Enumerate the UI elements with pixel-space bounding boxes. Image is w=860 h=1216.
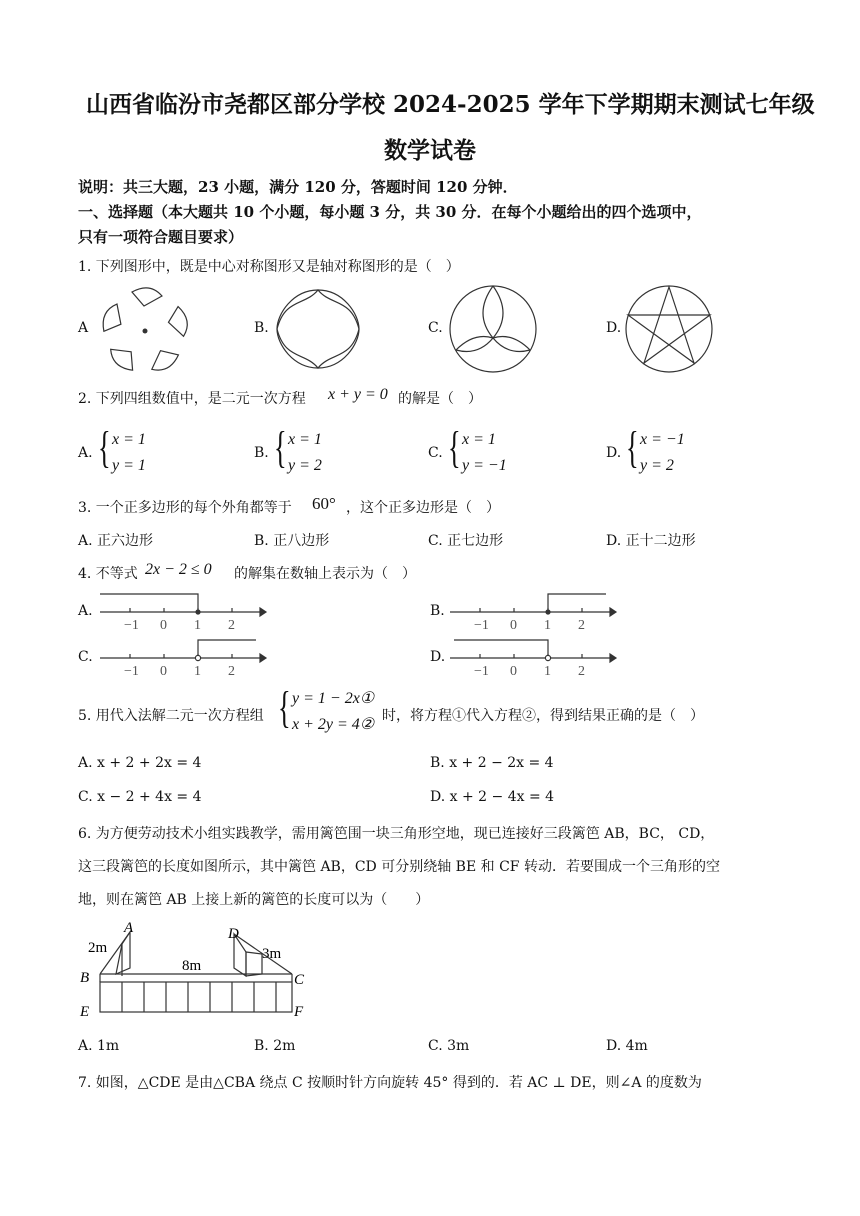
q2-option-d-label: D. xyxy=(606,445,622,461)
q2-option-d-brace: { xyxy=(626,423,639,472)
q4-option-d-label: D. xyxy=(430,649,446,665)
q2-option-d-line2: y = 2 xyxy=(640,457,674,474)
q3-stem-a: 3. 一个正多边形的每个外角都等于 xyxy=(78,500,292,516)
q6-line-2: 这三段篱笆的长度如图所示，其中篱笆 AB，CD 可分别绕轴 BE 和 CF 转动．若要围成一个三角形的空 xyxy=(78,859,720,875)
q2-option-b-brace: { xyxy=(274,423,287,472)
q5-option-b: B. x + 2 − 2x = 4 xyxy=(430,755,554,771)
q6-fence-figure xyxy=(78,918,318,1028)
label-A: A xyxy=(124,920,134,936)
title-line-2: 数学试卷 xyxy=(384,137,476,164)
label-cd-length: 3m xyxy=(262,946,282,962)
tick-label-0: 0 xyxy=(160,618,167,633)
q4-stem-a: 4. 不等式 xyxy=(78,566,138,582)
q4-inequality: 2x − 2 ≤ 0 xyxy=(145,561,212,578)
q1-figure-b xyxy=(273,286,363,372)
q5-stem-a: 5. 用代入法解二元一次方程组 xyxy=(78,708,264,724)
q3-stem-b: ，这个正多边形是（ ） xyxy=(346,500,500,516)
q1-figure-d xyxy=(624,284,714,374)
q2-option-b-label: B. xyxy=(254,445,269,461)
q4-option-c-label: C. xyxy=(78,649,93,665)
q2-option-a-label: A. xyxy=(78,445,93,461)
tick-label-1: 1 xyxy=(544,664,551,679)
title-line-1: 山西省临汾市尧都区部分学校 2024-2025 学年下学期期末测试七年级 xyxy=(86,91,815,118)
q3-option-d: D. 正十二边形 xyxy=(606,533,696,549)
q2-option-a-line2: y = 1 xyxy=(112,457,146,474)
tick-label-0: 0 xyxy=(510,664,517,679)
q2-option-d-line1: x = −1 xyxy=(640,431,685,448)
section-1-header-cont: 只有一项符合题目要求） xyxy=(78,228,244,246)
tick-label-0: 0 xyxy=(510,618,517,633)
q6-option-b: B. 2m xyxy=(254,1038,296,1054)
label-C: C xyxy=(294,972,305,988)
q4-option-b-label: B. xyxy=(430,603,445,619)
q5-option-c: C. x − 2 + 4x = 4 xyxy=(78,789,202,805)
q2-stem-a: 2. 下列四组数值中，是二元一次方程 xyxy=(78,391,306,407)
q2-option-b-line1: x = 1 xyxy=(288,431,322,448)
q6-option-c: C. 3m xyxy=(428,1038,470,1054)
q6-option-d: D. 4m xyxy=(606,1038,648,1054)
q3-angle: 60° xyxy=(312,494,336,513)
tick-label-1: 1 xyxy=(194,664,201,679)
q5-stem-b: 时，将方程①代入方程②，得到结果正确的是（ ） xyxy=(382,708,704,724)
tick-label-2: 2 xyxy=(228,618,235,633)
q1-stem: 1. 下列图形中，既是中心对称图形又是轴对称图形的是（ ） xyxy=(78,259,460,275)
q4-number-line-c xyxy=(100,636,270,678)
q5-equation-2: x + 2y = 4② xyxy=(292,716,375,733)
q1-option-c-label: C. xyxy=(428,320,443,336)
q1-option-a-label: A xyxy=(78,320,89,336)
tick-label-neg1: −1 xyxy=(124,618,139,633)
q5-brace: { xyxy=(278,683,291,732)
q2-stem-b: 的解是（ ） xyxy=(398,391,482,407)
exam-note: 说明：共三大题，23 小题，满分 120 分，答题时间 120 分钟． xyxy=(78,178,518,196)
tick-label-1: 1 xyxy=(194,618,201,633)
label-E: E xyxy=(80,1004,90,1020)
q4-stem-b: 的解集在数轴上表示为（ ） xyxy=(234,566,416,582)
q2-option-c-line2: y = −1 xyxy=(462,457,507,474)
q1-option-d-label: D. xyxy=(606,320,622,336)
q2-option-c-line1: x = 1 xyxy=(462,431,496,448)
label-F: F xyxy=(294,1004,304,1020)
q2-option-a-line1: x = 1 xyxy=(112,431,146,448)
label-D: D xyxy=(228,926,239,942)
label-B: B xyxy=(80,970,90,986)
q3-option-c: C. 正七边形 xyxy=(428,533,504,549)
q5-option-a: A. x + 2 + 2x = 4 xyxy=(78,755,202,771)
q5-equation-1: y = 1 − 2x① xyxy=(292,690,375,707)
q6-line-3: 地，则在篱笆 AB 上接上新的篱笆的长度可以为（ ） xyxy=(78,892,430,908)
q1-option-b-label: B. xyxy=(254,320,269,336)
label-bc-length: 8m xyxy=(182,958,202,974)
tick-label-neg1: −1 xyxy=(474,618,489,633)
q3-option-b: B. 正八边形 xyxy=(254,533,330,549)
section-1-header: 一、选择题（本大题共 10 个小题，每小题 3 分，共 30 分．在每个小题给出的四个选项中， xyxy=(78,203,702,221)
tick-label-2: 2 xyxy=(578,664,585,679)
q7-line-1: 7. 如图，△CDE 是由△CBA 绕点 C 按顺时针方向旋转 45° 得到的．若 AC ⊥ DE，则∠A 的度数为 xyxy=(78,1075,702,1091)
q5-option-d: D. x + 2 − 4x = 4 xyxy=(430,789,555,805)
tick-label-neg1: −1 xyxy=(474,664,489,679)
tick-label-2: 2 xyxy=(228,664,235,679)
label-ab-length: 2m xyxy=(88,940,108,956)
q2-equation: x + y = 0 xyxy=(328,386,388,403)
q2-option-c-brace: { xyxy=(448,423,461,472)
q4-option-a-label: A. xyxy=(78,603,93,619)
q3-option-a: A. 正六边形 xyxy=(78,533,154,549)
q6-line-1: 6. 为方便劳动技术小组实践教学，需用篱笆围一块三角形空地，现已连接好三段篱笆 AB，BC， CD， xyxy=(78,826,715,842)
q2-option-c-label: C. xyxy=(428,445,443,461)
tick-label-0: 0 xyxy=(160,664,167,679)
q4-number-line-a xyxy=(100,590,270,632)
q4-number-line-b xyxy=(450,590,620,632)
q1-figure-c xyxy=(448,284,538,374)
tick-label-1: 1 xyxy=(544,618,551,633)
q1-figure-a xyxy=(100,286,190,376)
q6-option-a: A. 1m xyxy=(78,1038,120,1054)
q2-option-b-line2: y = 2 xyxy=(288,457,322,474)
q4-number-line-d xyxy=(450,636,620,678)
tick-label-neg1: −1 xyxy=(124,664,139,679)
tick-label-2: 2 xyxy=(578,618,585,633)
q2-option-a-brace: { xyxy=(98,423,111,472)
